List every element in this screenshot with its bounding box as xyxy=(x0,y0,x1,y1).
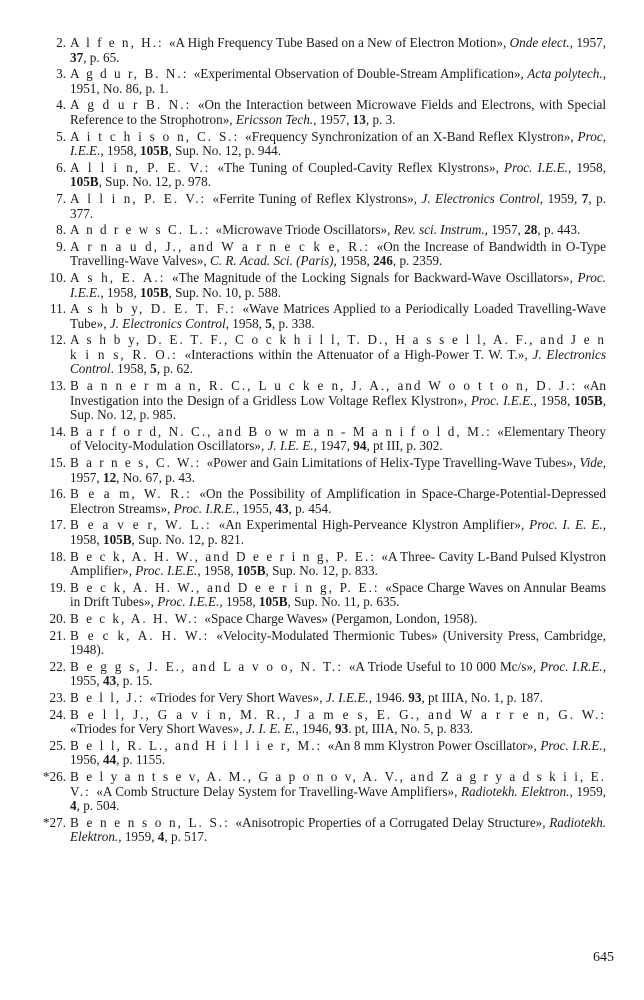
reference-volume: 105B xyxy=(139,284,169,300)
reference-text: , 1958, xyxy=(333,253,374,269)
reference-text: , p. 377. xyxy=(70,190,607,221)
reference-number: 15. xyxy=(49,455,66,471)
reference-text: «A Triode Useful to 10 000 Mc/s», xyxy=(348,658,541,674)
reference-text: , 1946, xyxy=(295,721,335,737)
reference-text: , p. 3. xyxy=(365,111,396,127)
reference-number: 21. xyxy=(49,627,66,643)
reference-text: «Power and Gain Limitations of Helix-Type Travelling-Wave Tubes», xyxy=(206,455,580,471)
reference-text: , 1947, xyxy=(313,438,354,454)
reference-entry xyxy=(30,660,606,689)
reference-entry xyxy=(30,425,606,454)
reference-text: , Sup. No. 11, p. 635. xyxy=(287,594,400,610)
reference-text: , 1955, xyxy=(70,658,606,689)
reference-source: Proc. I.E.E. xyxy=(470,392,534,408)
reference-authors: B e c k, A. H. W.: xyxy=(70,610,205,626)
reference-text: , p. 454. xyxy=(288,500,332,516)
reference-text: , 1959, xyxy=(539,190,582,206)
reference-text: «Space Charge Waves on Annular Beams in Drift Tubes», xyxy=(70,579,606,610)
reference-authors: A g d u r, B. N.: xyxy=(70,66,194,82)
reference-authors: A s h b y, D. E. T. F.: xyxy=(70,301,243,317)
reference-text: . 1958, xyxy=(110,361,151,377)
reference-source: Proc. I.R.E. xyxy=(540,737,603,753)
reference-text: , 1955, xyxy=(235,500,276,516)
reference-text: , 1958, xyxy=(533,392,575,408)
reference-number: 24. xyxy=(49,706,66,722)
reference-number: 18. xyxy=(49,548,66,564)
reference-entry xyxy=(30,223,606,238)
reference-source: Ericsson Tech. xyxy=(235,111,314,127)
reference-number: 7. xyxy=(56,190,66,206)
reference-text: , 1957, xyxy=(313,111,353,127)
reference-authors: B e g g s, J. E., and L a v o o, N. T.: xyxy=(70,658,349,674)
reference-text: «Experimental Observation of Double-Stream Amplification», xyxy=(193,66,528,82)
reference-text: , 1956, xyxy=(70,737,606,768)
reference-authors: B e c k, A. H. W., and D e e r i n g, P. E.: xyxy=(70,579,386,595)
reference-text: «Velocity-Modulated Thermionic Tubes» (University Press, Cambridge, 1948). xyxy=(70,627,606,658)
reference-volume: 93 xyxy=(408,689,422,705)
reference-source: Rev. sci. Instrum. xyxy=(393,222,485,238)
reference-volume: 43 xyxy=(102,673,117,689)
reference-entry xyxy=(30,487,606,516)
reference-list xyxy=(30,36,606,847)
reference-entry xyxy=(30,456,606,485)
reference-text: , p. 1155. xyxy=(116,752,166,768)
reference-volume: 105B xyxy=(139,143,169,159)
reference-number: 2. xyxy=(56,35,66,50)
reference-authors: A g d u r B. N.: xyxy=(70,97,198,113)
reference-authors: A s h, E. A.: xyxy=(70,269,172,285)
reference-text: . pt, IIIA, No. 5, p. 833. xyxy=(348,721,474,737)
reference-text: «Triodes for Very Short Waves», xyxy=(149,689,326,705)
reference-authors: B e l l, J., G a v i n, M. R., J a m e s, E. G., and W a r r e n, G. W.: xyxy=(70,706,606,722)
reference-text: «Anisotropic Properties of a Corrugated Delay Structure», xyxy=(235,814,550,830)
reference-text: «Triodes for Very Short Waves», xyxy=(70,721,246,737)
reference-entry xyxy=(30,581,606,610)
reference-authors: A l l i n, P. E. V.: xyxy=(70,190,213,206)
reference-text: «Ferrite Tuning of Reflex Klystrons», xyxy=(212,190,422,206)
reference-number: 9. xyxy=(56,238,66,254)
reference-entry xyxy=(30,691,606,706)
reference-entry xyxy=(30,518,606,547)
reference-entry xyxy=(30,271,606,300)
reference-text: , p. 443. xyxy=(537,222,581,238)
reference-number: 3. xyxy=(56,66,66,82)
reference-text: «On the Increase of Bandwidth in O-Type Travelling-Wave Valves», xyxy=(70,238,607,269)
reference-number: 4. xyxy=(56,97,66,113)
reference-source: Proc. I.R.E. xyxy=(540,658,603,674)
reference-source: J. I. E. E. xyxy=(246,721,296,737)
reference-entry xyxy=(30,130,606,159)
reference-number: 25. xyxy=(49,737,66,753)
reference-source: J. I.E.E. xyxy=(325,689,369,705)
reference-volume: 94 xyxy=(353,438,367,454)
reference-number: 17. xyxy=(49,517,66,533)
reference-source: Proc, I.E.E. xyxy=(70,128,606,159)
reference-entry xyxy=(30,98,606,127)
reference-text: «An Investigation into the Design of a Gridless Low Voltage Reflex Klystron», xyxy=(70,378,606,408)
reference-volume: 4 xyxy=(70,798,77,814)
reference-text: , 1958, xyxy=(100,143,140,159)
reference-source: Onde elect. xyxy=(509,35,570,50)
reference-source: J. Electronics Control xyxy=(109,315,226,331)
reference-volume: 5 xyxy=(150,361,157,377)
reference-text: , 1946. xyxy=(368,689,409,705)
reference-source: C. R. Acad. Sci. (Paris) xyxy=(209,253,334,269)
reference-number: 6. xyxy=(56,159,66,175)
reference-text: , 1957, xyxy=(70,455,607,485)
reference-text: , 1951, No. 86, p. 1. xyxy=(70,66,606,96)
reference-volume: 5 xyxy=(265,315,272,331)
reference-text: «Interactions within the Attenuator of a High-Power T. W. T.», xyxy=(184,346,533,362)
reference-authors: B e a m, W. R.: xyxy=(70,486,200,502)
reference-text: , p. 504. xyxy=(76,798,120,814)
reference-source: Vide xyxy=(579,455,603,471)
reference-number: 10. xyxy=(49,269,66,285)
reference-volume: 43 xyxy=(275,500,289,516)
reference-source: Proc. I.E.E. xyxy=(504,159,568,175)
reference-text: «Frequency Synchronization of an X-Band Reflex Klystron», xyxy=(245,128,578,144)
reference-source: Proc. I.R.E. xyxy=(173,500,236,516)
reference-entry xyxy=(30,302,606,331)
reference-text: «A Three- Cavity L-Band Pulsed Klystron Amplifier», xyxy=(70,548,606,579)
reference-volume: 4 xyxy=(157,829,165,845)
reference-text: , 1958, xyxy=(100,284,140,300)
reference-authors: B e c k, A. H. W., and D e e r i n g, P. E.: xyxy=(70,548,382,564)
reference-volume: 105B xyxy=(574,392,603,408)
reference-text: , 1958, xyxy=(567,159,606,175)
reference-source: J. Electronics Control xyxy=(70,346,606,377)
reference-text: , p. 2359. xyxy=(392,253,443,269)
reference-number: *27. xyxy=(42,814,66,830)
page-number: 645 xyxy=(593,950,614,965)
reference-text: , Sup. No. 12, p. 978. xyxy=(98,174,212,190)
reference-entry xyxy=(30,708,606,737)
reference-text: , pt III, p. 302. xyxy=(366,438,443,454)
reference-volume: 105B xyxy=(258,594,288,610)
reference-source: J. I.E. E. xyxy=(267,438,314,454)
reference-source: Acta polytech. xyxy=(527,66,603,82)
reference-text: «A High Frequency Tube Based on a New of Electron Motion», xyxy=(168,35,510,50)
reference-text: , Sup. No. 12, p. 944. xyxy=(168,143,282,159)
reference-number: 11. xyxy=(50,301,66,317)
reference-source: Radiotekh. Elektron. xyxy=(460,783,570,799)
reference-entry xyxy=(30,550,606,579)
reference-entry xyxy=(30,192,606,221)
reference-number: 8. xyxy=(56,222,66,238)
reference-number: 22. xyxy=(49,658,66,674)
reference-text: «On the Possibility of Amplification in Space-Charge-Potential-Depressed Electron Streams», xyxy=(70,486,606,516)
reference-number: 19. xyxy=(49,579,66,595)
reference-volume: 105B xyxy=(102,532,132,547)
reference-text: , Sup. No. 12, p. 985. xyxy=(70,392,607,423)
reference-volume: 28 xyxy=(524,222,538,238)
reference-number: 16. xyxy=(49,486,66,502)
reference-entry xyxy=(30,629,606,658)
reference-authors: B e a v e r, W. L.: xyxy=(70,517,219,533)
reference-number: 12. xyxy=(49,332,66,348)
reference-source: Proc. I. E. E. xyxy=(529,517,603,533)
reference-volume: 105B xyxy=(70,174,99,190)
reference-text: , p. 338. xyxy=(271,315,315,331)
reference-text: , pt IIIA, No. 1, p. 187. xyxy=(421,689,544,705)
reference-number: 14. xyxy=(49,423,66,439)
reference-volume: 93 xyxy=(335,721,349,737)
reference-text: , p. 65. xyxy=(83,49,120,65)
reference-entry xyxy=(30,816,606,845)
reference-text: «On the Interaction between Microwave Fields and Electrons, with Special Reference to the Strophotron», xyxy=(70,97,606,127)
reference-text: «An Experimental High-Perveance Klystron Amplifier», xyxy=(218,517,530,533)
reference-number: 23. xyxy=(49,689,66,705)
reference-entry xyxy=(30,67,606,96)
reference-text: , 1958, xyxy=(70,517,606,547)
reference-volume: 105B xyxy=(236,563,266,579)
reference-authors: B e c k, A. H. W.: xyxy=(70,627,217,643)
reference-entry xyxy=(30,333,606,377)
reference-source: J. Electronics Control xyxy=(421,190,540,206)
reference-text: , 1959, xyxy=(569,783,606,799)
reference-entry xyxy=(30,739,606,768)
reference-text: «The Magnitude of the Locking Signals for Backward-Wave Oscillators», xyxy=(171,269,578,285)
reference-entry xyxy=(30,379,606,423)
reference-entry xyxy=(30,36,606,65)
reference-volume: 7 xyxy=(581,190,589,206)
reference-authors: B a n n e r m a n, R. C., L u c k e n, J. A., and W o o t t o n, D. J.: xyxy=(70,378,584,394)
reference-text: , No. 67, p. 43. xyxy=(116,469,195,485)
reference-authors: A s h b y, D. E. T. F., C o c k h i l l, T. D., H a s s e l l, A. F., and J e n k i n s, R. O.: xyxy=(70,332,606,362)
reference-authors: A l f e n, H.: xyxy=(70,35,169,50)
reference-source: Radiotekh. Elektron. xyxy=(70,814,606,845)
reference-authors: B a r f o r d, N. C., and B o w m a n - M a n i f o l d, M.: xyxy=(70,423,498,439)
reference-entry xyxy=(30,770,606,814)
reference-text: , Sup. No. 12, p. 821. xyxy=(131,532,245,547)
reference-authors: B e n e n s o n, L. S.: xyxy=(70,814,236,830)
reference-source: Proc. I.E.E. xyxy=(135,563,198,579)
reference-text: «Space Charge Waves» (Pergamon, London, 1958). xyxy=(204,610,478,626)
reference-text: , 1957, xyxy=(569,35,606,50)
reference-volume: 44 xyxy=(102,752,117,768)
reference-authors: B e l l, R. L., and H i l l i e r, M.: xyxy=(70,737,328,753)
reference-number: 20. xyxy=(49,610,66,626)
reference-number: *26. xyxy=(42,768,66,784)
reference-text: «The Tuning of Coupled-Cavity Reflex Klystrons», xyxy=(217,159,505,175)
reference-authors: A r n a u d, J., and W a r n e c k e, R.: xyxy=(70,238,377,254)
reference-text: , 1959, xyxy=(118,829,158,845)
reference-text: , 1957, xyxy=(484,222,525,238)
reference-source: Proc. I.E.E. xyxy=(157,594,220,610)
reference-text: «An 8 mm Klystron Power Oscillator», xyxy=(327,737,541,753)
reference-text: , p. 517. xyxy=(164,829,208,845)
reference-entry xyxy=(30,161,606,190)
reference-authors: B e l y a n t s e v, A. M., G a p o n o v, A. V., and Z a g r y a d s k i i, E. V.: xyxy=(70,768,606,799)
reference-authors: A i t c h i s o n, C. S.: xyxy=(70,128,246,144)
reference-text: , p. 15. xyxy=(116,673,153,689)
reference-entry xyxy=(30,612,606,627)
reference-text: , 1958, xyxy=(197,563,237,579)
reference-text: , 1958, xyxy=(225,315,266,331)
reference-text: , p. 62. xyxy=(156,361,193,377)
reference-text: «A Comb Structure Delay System for Travelling-Wave Amplifiers», xyxy=(96,783,461,799)
reference-number: 13. xyxy=(49,378,66,394)
reference-text: «Elementary Theory of Velocity-Modulation Oscillators», xyxy=(70,423,607,454)
reference-authors: A l l i n, P. E. V.: xyxy=(70,159,218,175)
reference-text: «Microwave Triode Oscillators», xyxy=(215,222,394,238)
reference-source: Proc. I.E.E. xyxy=(70,269,606,300)
reference-volume: 246 xyxy=(373,253,393,269)
reference-authors: B e l l, J.: xyxy=(70,689,150,705)
reference-number: 5. xyxy=(56,128,66,144)
reference-text: «Wave Matrices Applied to a Periodically Loaded Travelling-Wave Tube», xyxy=(70,301,606,331)
reference-volume: 13 xyxy=(352,111,366,127)
reference-authors: B a r n e s, C. W.: xyxy=(70,455,207,471)
reference-volume: 12 xyxy=(102,469,117,485)
reference-authors: A n d r e w s C. L.: xyxy=(70,222,216,238)
reference-text: , Sup. No. 12, p. 833. xyxy=(265,563,378,579)
reference-text: , Sup. No. 10, p. 588. xyxy=(168,284,282,300)
reference-volume: 37 xyxy=(70,49,84,65)
reference-text: , 1958, xyxy=(219,594,259,610)
reference-entry xyxy=(30,240,606,269)
